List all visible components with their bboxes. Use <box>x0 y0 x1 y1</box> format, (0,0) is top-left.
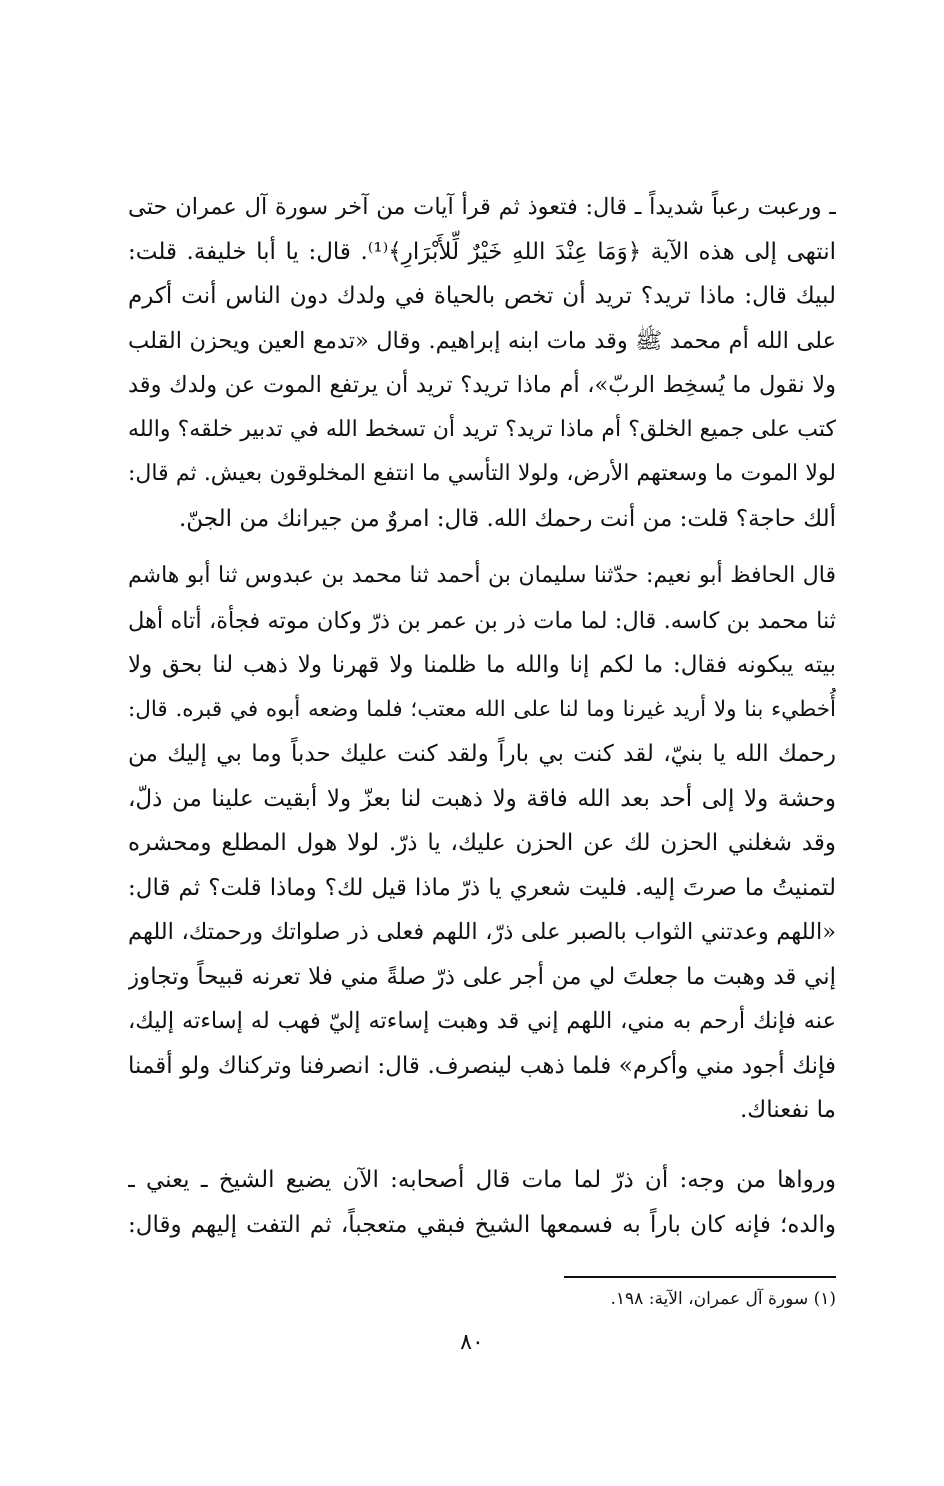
text-line: والده؛ فإنه كان باراً به فسمعها الشيخ فبقي متعجباً، ثم التفت إليهم وقال: <box>128 1211 836 1238</box>
text-line: أُخطيء بنا ولا أريد غيرنا وما لنا على الله معتب؛ فلما وضعه أبوه في قبره. قال: <box>128 696 836 722</box>
text-line: ـ ورعبت رعباً شديداً ـ قال: فتعوذ ثم قرأ آيات من آخر سورة آل عمران حتى <box>128 194 836 220</box>
paragraph-1 <box>128 185 836 541</box>
paragraph-3 <box>128 1158 836 1247</box>
text-line: وحشة ولا إلى أحد بعد الله فاقة ولا ذهبت لنا بعزّ ولا أبقيت علينا من ذلّ، <box>128 785 836 812</box>
text-line: ثنا محمد بن كاسه. قال: لما مات ذر بن عمر بن ذرّ وكان موته فجأة، أتاه أهل <box>128 607 836 634</box>
text-line: فإنك أجود مني وأكرم» فلما ذهب لينصرف. قال: انصرفنا وتركناك ولو أقمنا <box>128 1052 836 1079</box>
text-line: ورواها من وجه: أن ذرّ لما مات قال أصحابه: الآن يضيع الشيخ ـ يعني ـ <box>128 1167 836 1193</box>
page-number: ٨٠ <box>460 1330 484 1355</box>
text-line: لولا الموت ما وسعتهم الأرض، ولولا التأسي ما انتفع المخلوقون بعيش. ثم قال: <box>128 461 836 486</box>
text-line: كتب على جميع الخلق؟ أم ماذا تريد؟ تريد أن تسخط الله في تدبير خلقه؟ والله <box>128 416 836 442</box>
text-line: إني قد وهبت ما جعلتَ لي من أجر على ذرّ صلةً مني فلا تعرنه قبيحاً وتجاوز <box>128 963 836 990</box>
footnote-divider <box>564 1276 836 1278</box>
text-line: ما نفعناك. <box>740 1097 836 1123</box>
text-line: لتمنيتُ ما صرتَ إليه. فليت شعري يا ذرّ ماذا قيل لك؟ وماذا قلت؟ ثم قال: <box>128 874 836 901</box>
text-line: ولا نقول ما يُسخِط الربّ»، أم ماذا تريد؟ تريد أن يرتفع الموت عن ولدك وقد <box>128 372 836 398</box>
text-line: ألك حاجة؟ قلت: من أنت رحمك الله. قال: امروٌ من جيرانك من الجنّ. <box>178 505 836 532</box>
text-line: رحمك الله يا بنيّ، لقد كنت بي باراً ولقد كنت عليك حدباً وما بي إليك من <box>128 741 836 767</box>
text-line: قال الحافظ أبو نعيم: حدّثنا سليمان بن أحمد ثنا محمد بن عبدوس ثنا أبو هاشم <box>128 563 836 588</box>
text-line: «اللهم وعدتني الثواب بالصبر على ذرّ، اللهم فعلى ذر صلواتك ورحمتك، اللهم <box>128 919 836 945</box>
text-line: عنه فإنك أرحم به مني، اللهم إني قد وهبت إساءته إليّ فهب له إساءته إليك، <box>128 1008 836 1034</box>
text-line: لبيك قال: ماذا تريد؟ تريد أن تخص بالحياة في ولدك دون الناس أنت أكرم <box>128 283 836 309</box>
text-line: انتهى إلى هذه الآية ﴿وَمَا عِنْدَ اللهِ خَيْرٌ لِّلأَبْرَارِ﴾⁽¹⁾. قال: يا أبا خليفة. قلت: <box>128 238 836 265</box>
text-line: على الله أم محمد ﷺ وقد مات ابنه إبراهيم. وقال «تدمع العين ويحزن القلب <box>128 327 836 354</box>
text-line: وقد شغلني الحزن لك عن الحزن عليك، يا ذرّ. لولا هول المطلع ومحشره <box>128 830 836 856</box>
text-line: بيته يبكونه فقال: ما لكم إنا والله ما ظلمنا ولا قهرنا ولا ذهب لنا بحق ولا <box>128 652 836 678</box>
paragraph-2 <box>128 554 836 1133</box>
footnote: (١) سورة آل عمران، الآية: ١٩٨. <box>610 1289 836 1309</box>
